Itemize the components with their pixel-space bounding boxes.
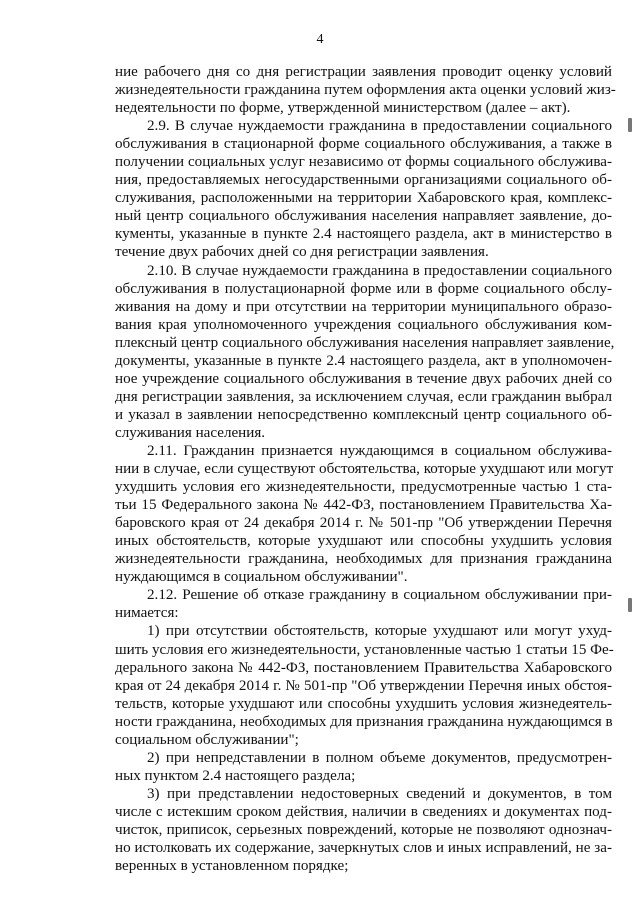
text-line: кументы, указанные в пункте 2.4 настоящего раздела, акт в министерство в xyxy=(115,226,612,243)
text-line: веренных в установленном порядке; xyxy=(115,858,349,875)
text-line: ния, предоставляемых негосударственными организациями социального об- xyxy=(115,172,612,189)
text-line: ный центр социального обслуживания населения направляет заявление, до- xyxy=(115,208,612,225)
text-line: 2.11. Гражданин признается нуждающимся в социальном обслужива- xyxy=(147,442,612,459)
text-line: живания на дому и при отсутствии на территории муниципального образо- xyxy=(115,298,612,315)
text-line: ухудшить условия его жизнедеятельности, предусмотренные частью 1 ста- xyxy=(115,479,612,496)
text-line: дерального закона № 442-ФЗ, постановлением Правительства Хабаровского xyxy=(115,659,612,676)
text-line: плексный центр социального обслуживания населения направляет заявление, xyxy=(115,334,615,351)
text-line: вания края уполномоченного учреждения социального обслуживания ком- xyxy=(115,316,612,333)
text-line: тельств, которые ухудшают или способны ухудшить условия жизнедеятель- xyxy=(115,695,612,712)
text-line: ное учреждение социального обслуживания в течение двух рабочих дней со xyxy=(115,370,612,387)
scan-margin-mark xyxy=(628,118,632,132)
text-line: нимается: xyxy=(115,605,179,622)
text-line: жизнедеятельности гражданина, необходимых для признания гражданина xyxy=(115,551,612,568)
text-line: числе с истекшим сроком действия, наличии в сведениях и документах под- xyxy=(115,803,612,820)
text-line: обслуживания в полустационарной форме или в форме социального обслу- xyxy=(115,280,612,297)
text-line: служивания населения. xyxy=(115,424,266,441)
text-line: жизнедеятельности гражданина путем оформления акта оценки условий жиз- xyxy=(115,82,616,99)
text-line: тьи 15 Федерального закона № 442-ФЗ, постановлением Правительства Ха- xyxy=(115,497,612,514)
text-line: 1) при отсутствии обстоятельств, которые ухудшают или могут ухуд- xyxy=(147,623,612,640)
text-line: чисток, приписок, серьезных повреждений, которые не позволяют однознач- xyxy=(115,821,612,838)
text-line: ние рабочего дня со дня регистрации заявления проводит оценку условий xyxy=(115,64,612,80)
scan-margin-mark xyxy=(628,598,632,612)
text-line: и указал в заявлении непосредственно комплексный центр социального об- xyxy=(115,406,612,423)
text-line: края от 24 декабря 2014 г. № 501-пр "Об утверждении Перечня иных обстоя- xyxy=(115,677,612,694)
text-line: шить условия его жизнедеятельности, установленные частью 1 статьи 15 Фе- xyxy=(115,641,614,658)
page-number: 4 xyxy=(316,32,324,47)
text-line: нии в случае, если существуют обстоятельства, которые ухудшают или могут xyxy=(115,461,614,478)
text-line: 2.9. В случае нуждаемости гражданина в предоставлении социального xyxy=(147,118,612,135)
text-line: 2.12. Решение об отказе гражданину в социальном обслуживании при- xyxy=(147,587,612,604)
text-line: 2) при непредставлении в полном объеме документов, предусмотрен- xyxy=(147,749,612,766)
document-body xyxy=(115,63,616,875)
text-line: получении социальных услуг независимо от формы социального обслужива- xyxy=(115,154,612,171)
text-line: течение двух рабочих дней со дня регистрации заявления. xyxy=(115,244,489,261)
text-line: служивания, расположенными на территории Хабаровского края, комплекс- xyxy=(115,190,612,207)
text-line: нуждающимся в социальном обслуживании". xyxy=(115,569,408,586)
text-line: ных пунктом 2.4 настоящего раздела; xyxy=(115,767,356,784)
text-line: 2.10. В случае нуждаемости гражданина в предоставлении социального xyxy=(147,262,612,279)
text-line: недеятельности по форме, утвержденной министерством (далее – акт). xyxy=(115,100,571,117)
text-line: баровского края от 24 декабря 2014 г. № 501-пр "Об утверждении Перечня xyxy=(115,515,612,532)
text-line: социальном обслуживании"; xyxy=(115,731,299,748)
text-line: 3) при представлении недостоверных сведений и документов, в том xyxy=(147,785,612,802)
text-line: дня регистрации заявления, за исключением случая, если гражданин выбрал xyxy=(115,388,612,405)
text-line: документы, указанные в пункте 2.4 настоящего раздела, акт в уполномочен- xyxy=(115,352,612,369)
text-line: ности гражданина, необходимых для признания гражданина нуждающимся в xyxy=(115,713,613,730)
text-line: иных обстоятельств, которые ухудшают или способны ухудшить условия xyxy=(115,533,612,550)
text-line: обслуживания в стационарной форме социального обслуживания, а также в xyxy=(115,136,612,153)
text-line: но истолковать их содержание, зачеркнутых слов и иных исправлений, не за- xyxy=(115,840,612,857)
